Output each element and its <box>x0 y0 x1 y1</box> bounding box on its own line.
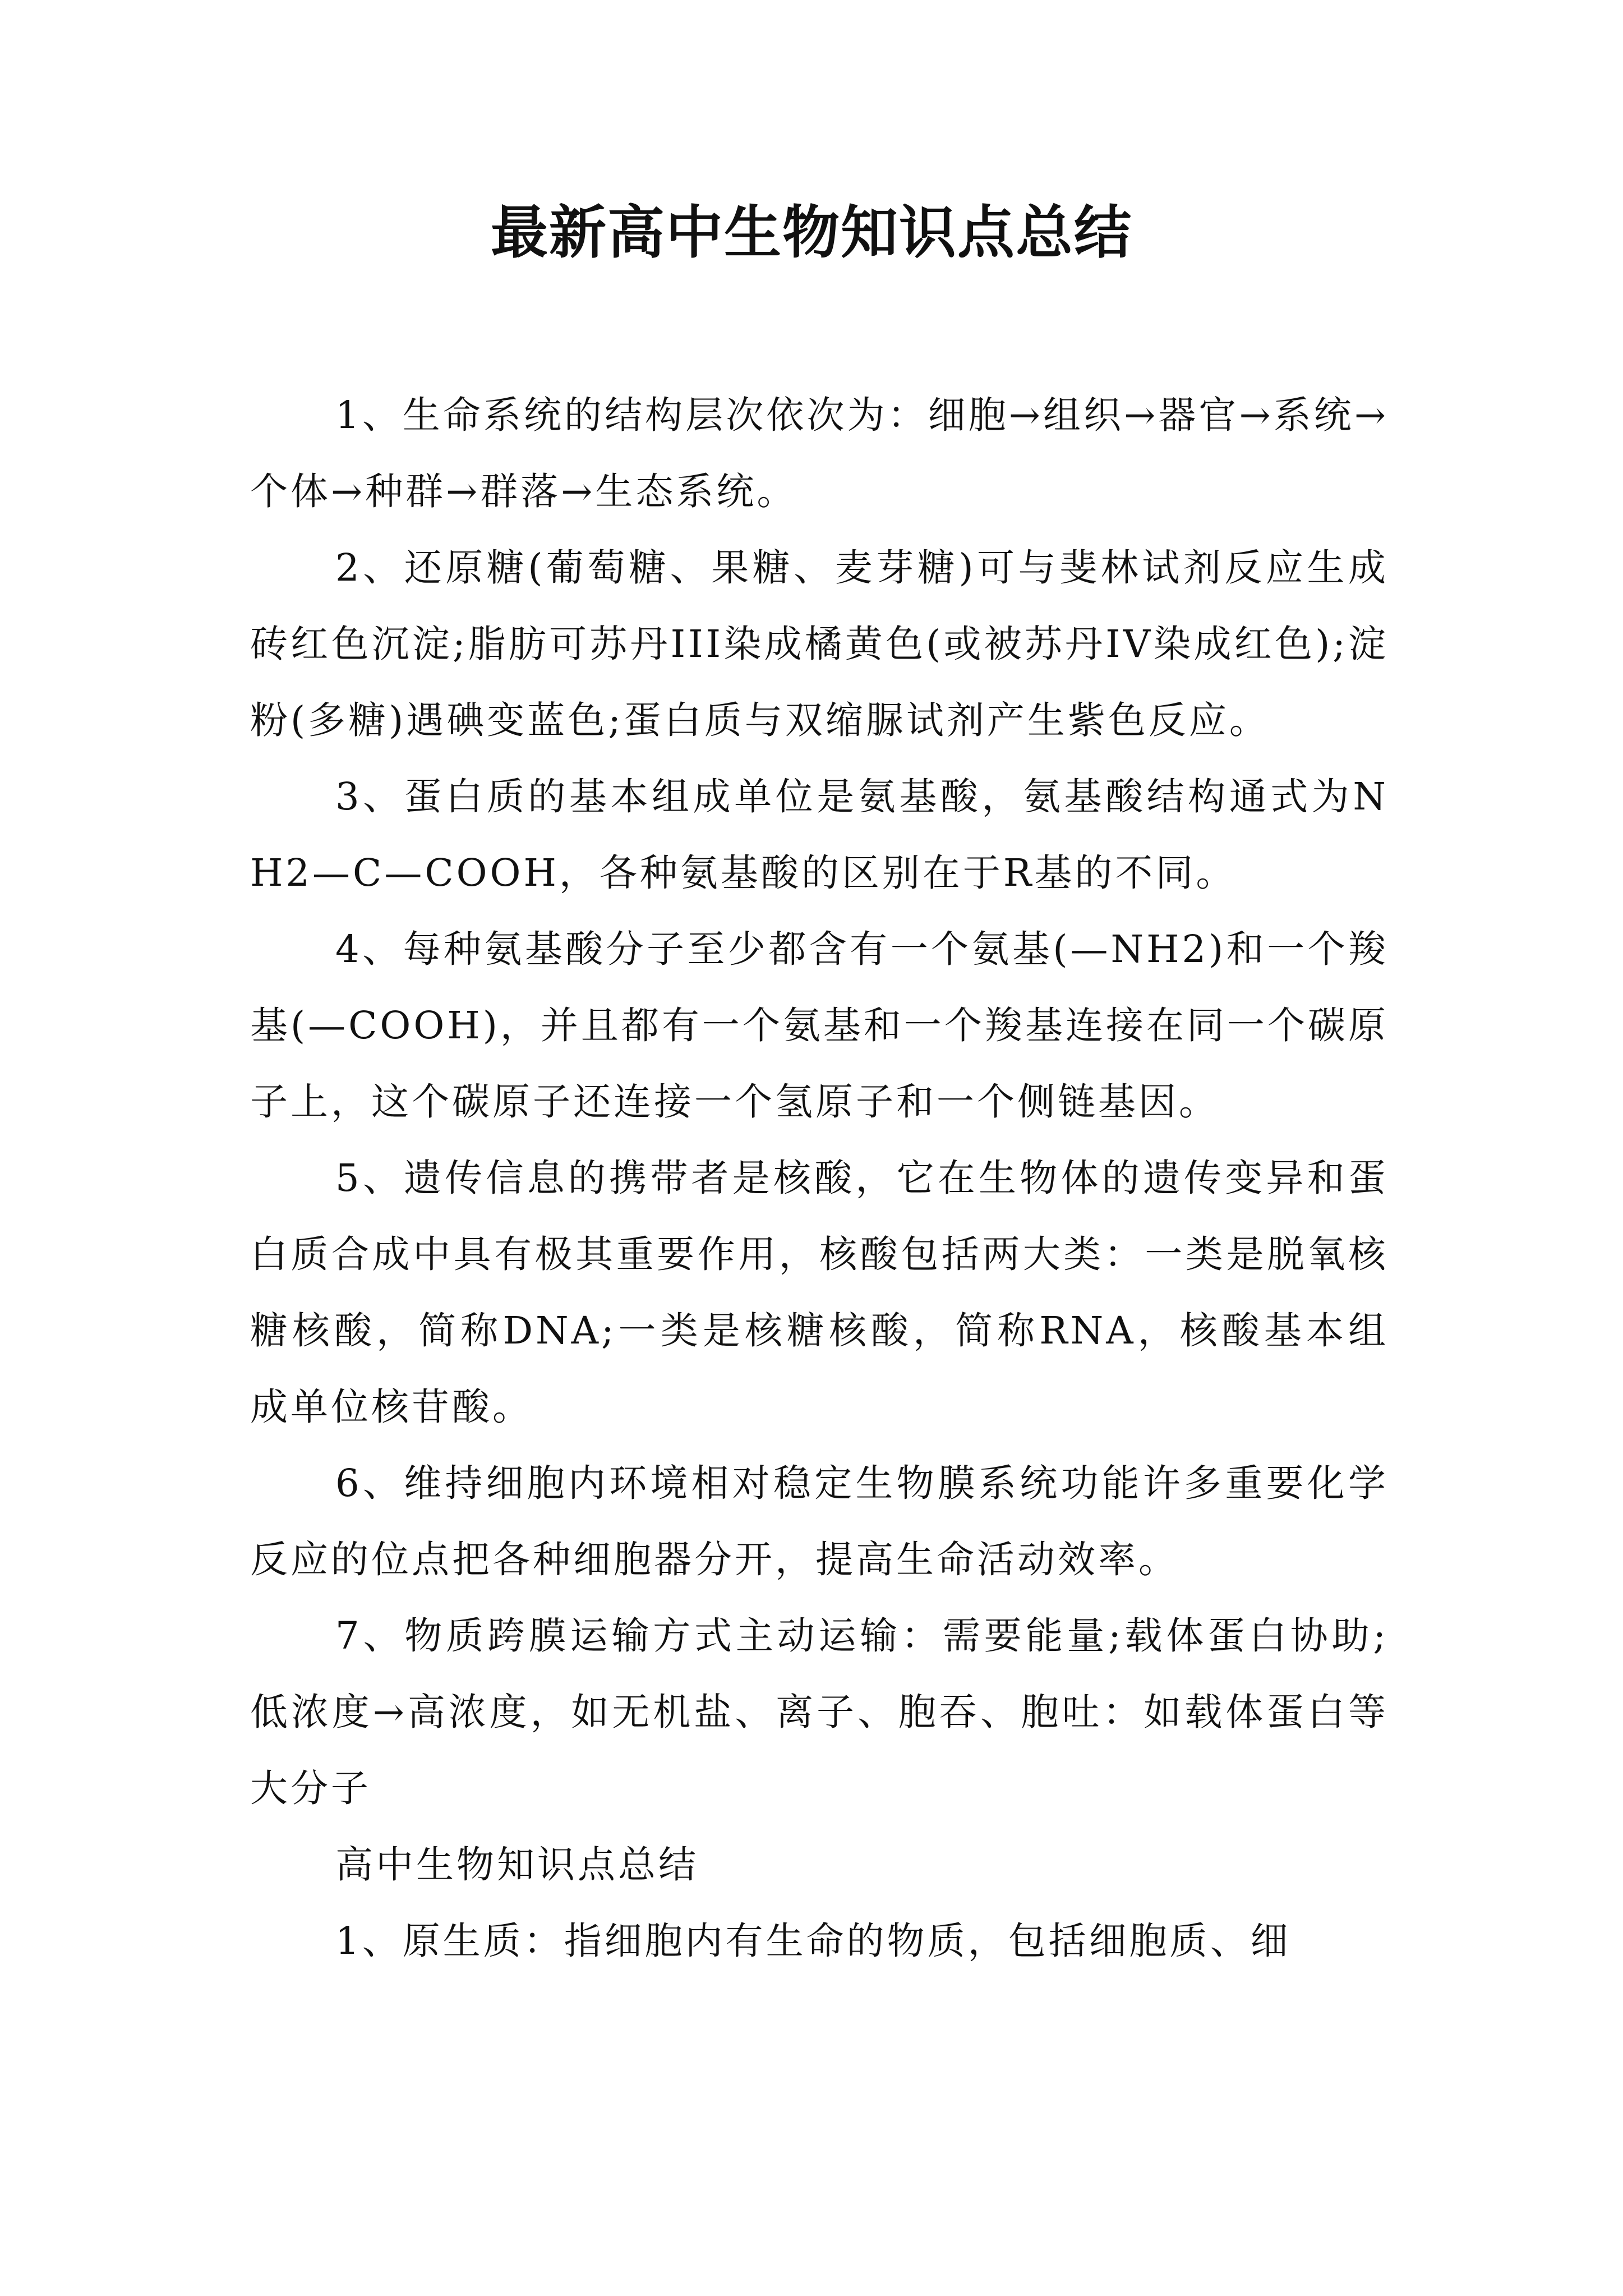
document-title: 最新高中生物知识点总结 <box>491 199 1132 266</box>
document-body <box>250 377 1389 1979</box>
paragraph-1: 1、生命系统的结构层次依次为：细胞→组织→器官→系统→个体→种群→群落→生态系统。 <box>250 393 1389 513</box>
paragraph-6: 6、维持细胞内环境相对稳定生物膜系统功能许多重要化学反应的位点把各种细胞器分开，提高生命活动效率。 <box>250 1461 1389 1581</box>
paragraph-4: 4、每种氨基酸分子至少都含有一个氨基(—NH2)和一个羧基(—COOH)，并且都有一个氨基和一个羧基连接在同一个碳原子上，这个碳原子还连接一个氢原子和一个侧链基因。 <box>250 927 1389 1124</box>
paragraph-5: 5、遗传信息的携带者是核酸，它在生物体的遗传变异和蛋白质合成中具有极其重要作用，核酸包括两大类：一类是脱氧核糖核酸，简称DNA;一类是核糖核酸，简称RNA，核酸基本组成单位核苷酸。 <box>250 1156 1389 1429</box>
section-heading: 高中生物知识点总结 <box>335 1843 699 1887</box>
paragraph-2: 2、还原糖(葡萄糖、果糖、麦芽糖)可与斐林试剂反应生成砖红色沉淀;脂肪可苏丹III染成橘黄色(或被苏丹IV染成红色);淀粉(多糖)遇碘变蓝色;蛋白质与双缩脲试剂产生紫色反应。 <box>250 546 1389 742</box>
paragraph-3: 3、蛋白质的基本组成单位是氨基酸，氨基酸结构通式为NH2—C—COOH，各种氨基酸的区别在于R基的不同。 <box>250 775 1389 895</box>
paragraph-7: 7、物质跨膜运输方式主动运输：需要能量;载体蛋白协助;低浓度→高浓度，如无机盐、离子、胞吞、胞吐：如载体蛋白等大分子 <box>250 1614 1389 1810</box>
paragraph-8: 1、原生质：指细胞内有生命的物质，包括细胞质、细 <box>335 1919 1291 1963</box>
